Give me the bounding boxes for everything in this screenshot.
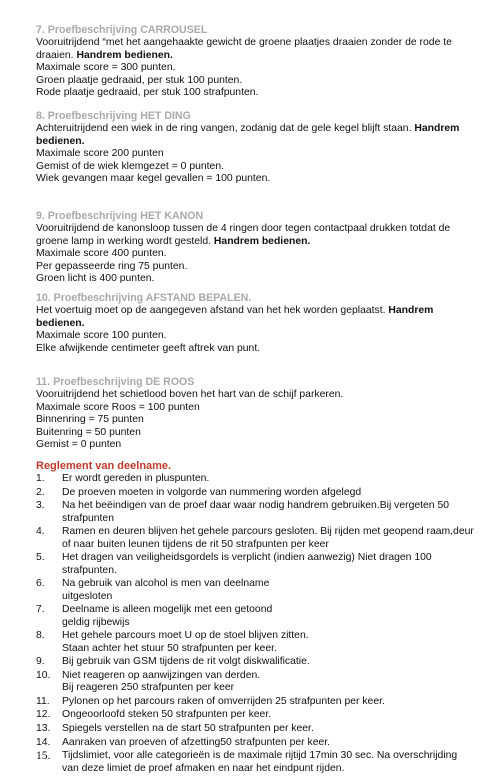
rule-text: Pylonen op het parcours raken of omverrijden 25 strafpunten per keer.: [62, 695, 385, 707]
reglement-title: Reglement van deelname.: [36, 460, 172, 472]
rule-number: 5.: [36, 552, 45, 564]
section-het-kanon: [36, 210, 476, 285]
rule-text: Ongeoorloofd steken 50 strafpunten per keer.: [62, 709, 272, 721]
rule-item: [36, 696, 476, 708]
score-line: Gemist = 0 punten: [36, 439, 122, 451]
rule-number: 12.: [36, 709, 51, 721]
rule-text: Het gehele parcours moet U op de stoel blijven zitten.: [62, 630, 309, 642]
section-title: 11. Proefbeschrijving DE ROOS: [36, 376, 195, 388]
score-line: Binnenring = 75 punten: [36, 414, 144, 426]
score-line: Maximale score 100 punten.: [36, 330, 167, 342]
rule-text: Bij reageren 250 strafpunten per keer: [62, 682, 235, 694]
score-line: Buitenring = 50 punten: [36, 426, 141, 438]
rule-item: [36, 737, 476, 749]
rule-item: [36, 487, 476, 499]
rule-item: [36, 473, 476, 485]
rule-number: 8.: [36, 630, 45, 642]
rule-item: [36, 526, 476, 551]
rule-item: [36, 723, 476, 735]
rule-text: geldig rijbewijs: [62, 616, 130, 628]
section-intro: Vooruitrijdend het schietlood boven het hart van de schijf parkeren.: [36, 389, 344, 401]
score-line: Wiek gevangen maar kegel gevallen = 100 punten.: [36, 173, 271, 185]
rule-number: 13.: [36, 722, 51, 734]
rule-number: 2.: [36, 486, 45, 498]
rule-number: 7.: [36, 604, 45, 616]
rule-text: uitgesloten: [62, 590, 113, 602]
section-het-ding: [36, 110, 476, 185]
score-line: Gemist of de wiek klemgezet = 0 punten.: [36, 160, 224, 172]
rule-number: 10.: [36, 669, 51, 681]
rule-text: Aanraken van proeven of afzetting50 strafpunten per keer.: [62, 736, 331, 748]
rule-text: Spiegels verstellen na de start 50 strafpunten per keer.: [62, 722, 314, 734]
score-line: Groen licht is 400 punten.: [36, 273, 155, 285]
rule-text: Deelname is alleen mogelijk met een getoond: [62, 604, 273, 616]
score-line: Maximale score Roos = 100 punten: [36, 401, 200, 413]
score-line: Groen plaatje gedraaid, per stuk 100 punten.: [36, 74, 243, 86]
rule-item: [36, 709, 476, 721]
rule-number: 4.: [36, 526, 45, 538]
rule-text: Ramen en deuren blijven het gehele parcours gesloten. Bij rijden met geopend raam,deur of naar buiten leunen tijdens de rit 50 strafpunten per keer: [62, 526, 474, 550]
rule-text: Tijdslimiet, voor alle categorieën is de maximale rijtijd 17min 30 sec. Na overschrijding van deze limiet de proef afmaken en naar het eindpunt rijden.: [62, 750, 458, 774]
rule-text: Bij gebruik van GSM tijdens de rit volgt diskwalificatie.: [62, 656, 310, 668]
rule-text: Niet reageren op aanwijzingen van derden.: [62, 669, 261, 681]
rule-number: 1.: [36, 473, 45, 484]
handrem-note: Handrem bedienen.: [76, 49, 173, 61]
rule-text: Na gebruik van alcohol is men van deelname: [62, 578, 270, 590]
section-title: 8. Proefbeschrijving HET DING: [36, 110, 191, 122]
section-carrousel: [36, 24, 476, 99]
rule-item: [36, 656, 476, 668]
rule-text: Het dragen van veiligheidsgordels is verplicht (indien aanwezig) Niet dragen 100 strafpunten.: [62, 552, 432, 576]
rule-number: 14.: [36, 736, 51, 748]
rule-number: 11.: [36, 695, 50, 707]
section-intro: Het voertuig moet op de aangegeven afstand van het hek worden geplaatst. Handrem bedienen.: [36, 305, 434, 329]
section-intro: Vooruitrijdend de kanonsloop tussen de 4 ringen door tegen contactpaal drukken totdat de groene lamp in werking wordt gesteld. Handrem bedienen.: [36, 223, 451, 247]
handrem-note: Handrem bedienen.: [36, 123, 460, 147]
rule-item: [36, 552, 476, 577]
rule-text: De proeven moeten in volgorde van nummering worden afgelegd: [62, 486, 362, 498]
score-line: Maximale score = 300 punten.: [36, 62, 176, 74]
score-line: Per gepasseerde ring 75 punten.: [36, 260, 188, 272]
section-intro: Vooruitrijdend “met het aangehaakte gewicht de groene plaatjes draaien zonder de rode te draaien. Handrem bedienen.: [36, 37, 452, 61]
rule-item: [36, 670, 476, 695]
rule-text: Er wordt gereden in pluspunten.: [62, 473, 210, 484]
section-title: 9. Proefbeschrijving HET KANON: [36, 210, 204, 222]
score-line: Maximale score 200 punten: [36, 148, 164, 160]
score-line: Elke afwijkende centimeter geeft aftrek van punt.: [36, 342, 261, 354]
score-line: Rode plaatje gedraaid, per stuk 100 strafpunten.: [36, 87, 259, 99]
reglement-list: [36, 473, 476, 776]
handrem-note: Handrem bedienen.: [213, 235, 311, 247]
handrem-note: Handrem bedienen.: [36, 305, 434, 329]
rule-number: 9.: [36, 656, 45, 668]
rule-item: [36, 500, 476, 525]
section-afstand-bepalen: [36, 292, 476, 355]
rule-item: [36, 578, 476, 603]
rule-number: 6.: [36, 578, 45, 590]
section-title: 10. Proefbeschrijving AFSTAND BEPALEN.: [36, 292, 252, 304]
rule-item: [36, 630, 476, 655]
rule-text: Na het beëindigen van de proef daar waar nodig handrem gebruiken.Bij vergeten 50 strafpunten: [62, 500, 450, 524]
rule-item: [36, 750, 476, 775]
score-line: Maximale score 400 punten.: [36, 248, 167, 260]
rule-number: 3.: [36, 500, 45, 512]
section-intro: Achteruitrijdend een wiek in de ring vangen, zodanig dat de gele kegel blijft staan. Handrem bedienen.: [36, 123, 460, 147]
rule-text: Staan achter het stuur 50 strafpunten per keer.: [62, 642, 277, 654]
section-title: 7. Proefbeschrijving CARROUSEL: [36, 24, 208, 36]
section-de-roos: [36, 376, 476, 451]
rule-number: 15.: [36, 750, 51, 763]
rule-item: [36, 604, 476, 629]
